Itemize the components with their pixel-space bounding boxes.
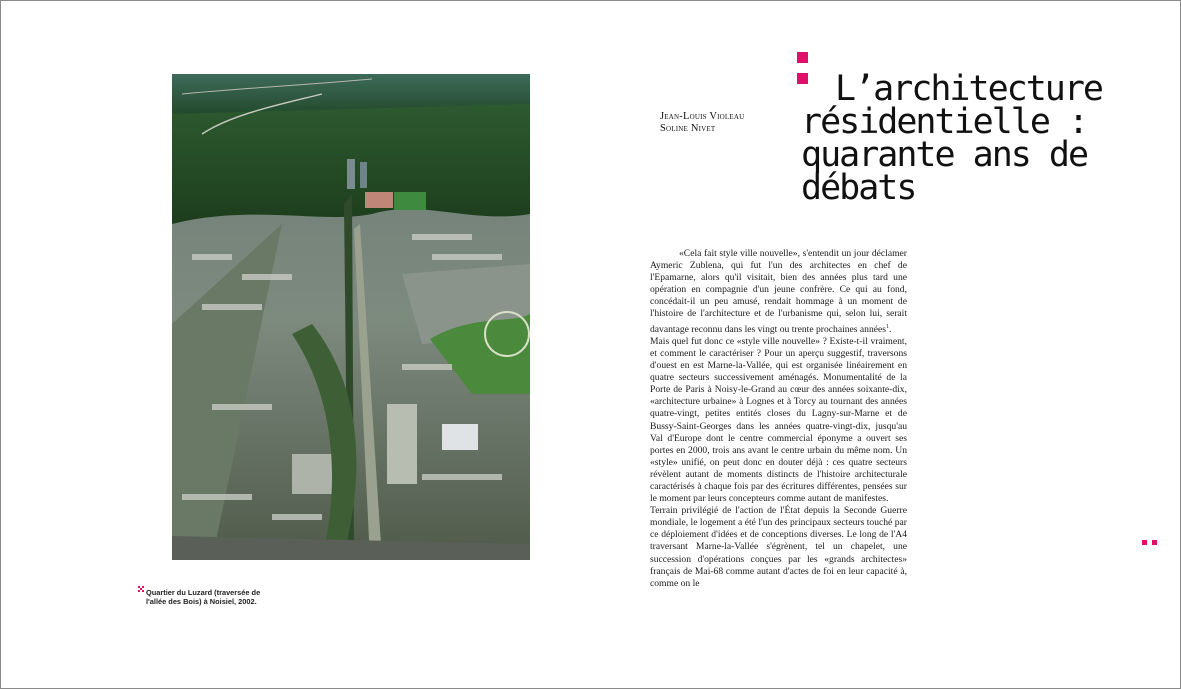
accent-square-top: [797, 52, 808, 63]
author-2: Soline Nivet: [660, 123, 716, 134]
paragraph-2: Mais quel fut donc ce «style ville nouvelle» ? Existe-t-il vraiment, et comment le caractériser ? Pour un aperçu suggestif, traversons d'ouest en est Marne-la-Vallée, qui est organisée linéairement en quatre secteurs successivement aménagés. Monumentalité de la Porte de Paris à Noisy-le-Grand au cœur des années soixante-dix, «architecture urbaine» à Lognes et à Torcy au tournant des années quatre-vingt, petites entités closes du Lagny-sur-Marne et de Bussy-Saint-Georges dans les années quatre-vingt-dix, jusqu'au Val d'Europe dont le centre commercial éponyme a ouvert ses portes en 2000, trois ans avant le centre urbain du même nom. Un «style» unifié, on peut donc en douter déjà : ces quatre secteurs révèlent autant de moments distincts de l'histoire architecturale caractérisés à chaque fois par des écritures différentes, pensées sur le moment par leurs concepteurs comme autant de manifestes.: [650, 335, 907, 505]
page-marker-left: [1142, 540, 1147, 545]
caption-marker-icon: [138, 586, 144, 592]
article-title: [801, 69, 1141, 208]
caption-text: Quartier du Luzard (traversée de l'allée des Bois) à Noisiel, 2002.: [146, 588, 261, 606]
authors: [660, 111, 744, 135]
photo-caption: [138, 588, 268, 606]
body-text: [650, 248, 907, 590]
title-line-1: L’architecture: [835, 69, 1103, 109]
footnote-ref: 1: [886, 323, 890, 330]
author-1: Jean-Louis Violeau: [660, 111, 745, 122]
paragraph-3: Terrain privilégié de l'action de l'État depuis la Seconde Guerre mondiale, le logement a été l'un des principaux secteurs touché par ce déploiement d'idées et de conceptions diverses. Le long de l'A4 traversant Marne-la-Vallée s'égrènent, tel un chapelet, une succession d'opérations conçues par les «grands architectes» français de Mai-68 comme autant d'actes de foi en leur capacité à, comme on le: [650, 505, 907, 589]
paragraph-1: «Cela fait style ville nouvelle», s'entendit un jour déclamer Aymeric Zublena, qui fut l'un des architectes en chef de l'Epamarne, alors qu'il visitait, bien des années plus tard une opération en compagnie d'un jeune confrère. Ce qui au fond, concédait-il un peu amusé, rendait hommage à un moment de l'histoire de l'architecture et de l'urbanisme qui, selon lui, serait davantage reconnu dans les vingt ou trente prochaines années$^1$.: [650, 248, 907, 335]
title-line-4: débats: [801, 168, 916, 208]
title-line-2: résidentielle :: [801, 102, 1088, 142]
page-marker-right: [1152, 540, 1157, 545]
aerial-photo: [172, 74, 530, 560]
title-line-3: quarante ans de: [801, 135, 1088, 175]
